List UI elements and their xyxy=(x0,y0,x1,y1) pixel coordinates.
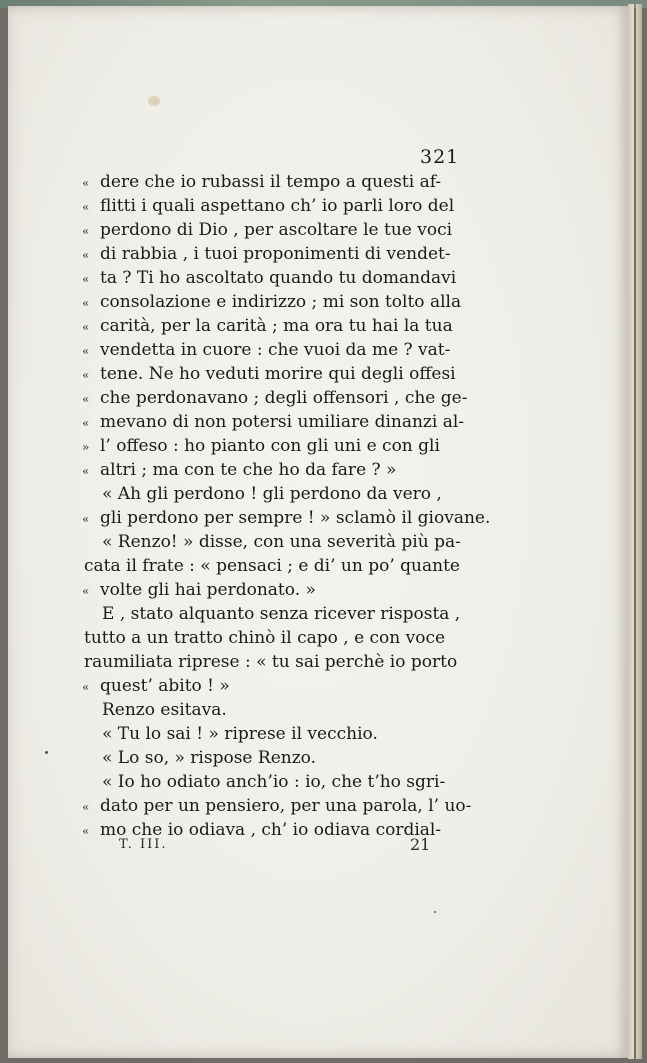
text-line: « quest’ abito ! » xyxy=(82,676,230,696)
text-line: « Io ho odiato anch’io : io, che t’ho sgri- xyxy=(102,772,446,792)
page-edge-outer xyxy=(636,4,642,1059)
signature-number: 21 xyxy=(410,835,431,854)
text-line: « mo che io odiava , ch’ io odiava cordial- xyxy=(82,820,442,840)
text-line: « dato per un pensiero, per una parola, l’ uo- xyxy=(82,796,472,816)
text-line: » l’ offeso : ho pianto con gli uni e con gli xyxy=(82,436,440,456)
text-line: « Tu lo sai ! » riprese il vecchio. xyxy=(102,724,378,744)
ink-speck xyxy=(45,751,48,754)
text-line: « flitti i quali aspettano ch’ io parli loro del xyxy=(82,196,455,216)
page-edge xyxy=(628,4,634,1059)
text-line: « perdono di Dio , per ascoltare le tue voci xyxy=(82,220,453,240)
paper-stain xyxy=(148,96,160,106)
text-line: « mevano di non potersi umiliare dinanzi al- xyxy=(82,412,465,432)
text-line: « Renzo! » disse, con una severità più pa- xyxy=(102,532,461,552)
text-line: cata il frate : « pensaci ; e di’ un po’ quante xyxy=(84,556,460,576)
text-line: « gli perdono per sempre ! » sclamò il giovane. xyxy=(82,508,491,528)
text-line: « ta ? Ti ho ascoltato quando tu domandavi xyxy=(82,268,457,288)
text-line: « tene. Ne ho veduti morire qui degli offesi xyxy=(82,364,456,384)
text-line: E , stato alquanto senza ricever risposta , xyxy=(102,604,461,624)
text-line: « che perdonavano ; degli offensori , che ge- xyxy=(82,388,468,408)
text-line: « Lo so, » rispose Renzo. xyxy=(102,748,317,768)
signature-mark: T. III. xyxy=(119,837,168,852)
text-line: raumiliata riprese : « tu sai perchè io porto xyxy=(84,652,458,672)
text-line: « carità, per la carità ; ma ora tu hai la tua xyxy=(82,316,453,336)
text-line: « di rabbia , i tuoi proponimenti di vendet- xyxy=(82,244,451,264)
ink-speck xyxy=(434,911,436,913)
text-line: « dere che io rubassi il tempo a questi af- xyxy=(82,172,442,192)
text-line: « Ah gli perdono ! gli perdono da vero , xyxy=(102,484,442,504)
text-line: « volte gli hai perdonato. » xyxy=(82,580,316,600)
text-line: tutto a un tratto chinò il capo , e con voce xyxy=(84,628,446,648)
page-number: 321 xyxy=(420,146,460,168)
text-line: « altri ; ma con te che ho da fare ? » xyxy=(82,460,397,480)
text-line: « vendetta in cuore : che vuoi da me ? vat- xyxy=(82,340,451,360)
text-line: « consolazione e indirizzo ; mi son tolto alla xyxy=(82,292,462,312)
text-line: Renzo esitava. xyxy=(102,700,227,720)
